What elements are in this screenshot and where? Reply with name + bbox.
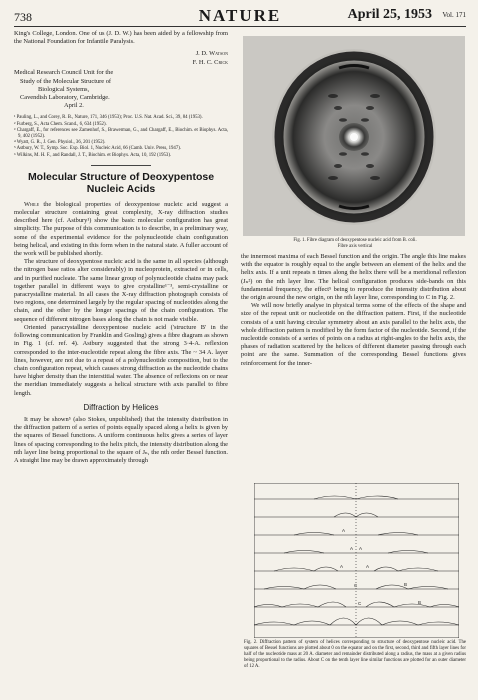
affiliation-line: Biological Systems, xyxy=(38,85,90,93)
lead-word: While xyxy=(24,200,40,208)
section-heading: Diffraction by Helices xyxy=(83,402,159,412)
left-column xyxy=(14,30,228,465)
author-crick: F. H. C. Crick xyxy=(192,58,228,66)
curve-label: B xyxy=(404,582,408,587)
references xyxy=(14,115,228,158)
issue-date: April 25, 1953 xyxy=(347,7,432,22)
paragraph-2: The structure of deoxypentose nucleic acid is the same in all species (although the nitrogen base ratios alter considerably) in nucleoprotein, extracted or in cells, and in purified nucleate. The same linear group of polynucleotide chains may pack together parallel in different ways to give crystalline¹⁻³, semi-crystalline or paracrystalline material. In all cases the X-ray diffraction photograph consists of two regions, one determined largely by the regular spacing of nucleotides along the chain, and the other by the longer spacings of the chain configuration. The sequence of different nitrogen bases along the chain is not made visible. xyxy=(14,258,228,323)
title-line: Molecular Structure of Deoxypentose xyxy=(27,170,215,183)
journal-name: NATURE xyxy=(198,6,282,25)
curve-label: C xyxy=(358,601,362,606)
reference-item: ⁶ Wilkins, M. H. F., and Randall, J. T., Biochim. et Biophys. Acta, 10, 192 (1953). xyxy=(14,152,172,158)
section-divider xyxy=(91,165,151,166)
affiliation-line: Medical Research Council Unit for the xyxy=(14,69,114,77)
header-rule xyxy=(14,26,466,27)
curve-label: B xyxy=(418,600,422,605)
affiliation xyxy=(14,69,228,110)
reference-item: ² Furberg, S., Acta Chem. Scand., 6, 634 (1952). xyxy=(14,121,107,127)
caption-line: Fig. 1. Fibre diagram of deoxypentose nucleic acid from B. coli. xyxy=(293,238,417,243)
paragraph-3: Oriented paracrystalline deoxypentose nucleic acid ('structure B' in the following communication by Franklin and Gosling) gives a fibre diagram as shown in Fig. 1 (cf. ref. 4). Astbury suggested that the strong 3·4-A. reflexion corresponded to the inter-nucleotide repeat along the fibre axis. The ~ 34 A. layer lines, however, are not due to a repeat of a polynucleotide composition, but to the chain configuration repeat, which causes strong diffraction as the nucleotide chains have higher density than the interstitial water. The absence of reflexions on or near the meridian immediately suggests a helical structure with axis parallel to fibre length. xyxy=(14,323,228,397)
figure-1-caption xyxy=(250,238,460,250)
paragraph-4: It may be shown⁵ (also Stokes, unpublished) that the intensity distribution in the diffraction pattern of a series of points equally spaced along a helix is given by the squares of Bessel functions. A uniform continuous helix gives a series of layer lines of spacing corresponding to the helix pitch, the intensity distribution along the nth layer line being proportional to the square of Jₙ, the nth order Bessel function. A straight line may be drawn approximately through xyxy=(14,415,228,464)
curve-label: A xyxy=(342,528,346,533)
volume-number: Vol. 171 xyxy=(442,11,466,19)
author-watson: J. D. Watson xyxy=(195,50,228,58)
page-header xyxy=(14,6,466,26)
signatures xyxy=(14,50,228,67)
affiliation-line: Cavendish Laboratory, Cambridge. xyxy=(20,94,110,102)
curve-label: A xyxy=(340,564,344,569)
paragraph-5: the innermost maxima of each Bessel function and the origin. The angle this line makes with the equator is roughly equal to the angle between an element of the helix and the helix axis. If a unit repeats n times along the helix there will be a meridional reflexion (Jₙ²) on the nth layer line. The helical configuration produces side-bands on this fundamental frequency, the effect⁵ being to reproduce the intensity distribution about the origin around the new origin, on the nth layer line, corresponding to C in Fig. 2. xyxy=(241,253,466,302)
title-line: Nucleic Acids xyxy=(86,182,156,195)
affiliation-date: April 2. xyxy=(64,102,84,110)
diffraction-photo-graphic xyxy=(243,36,465,236)
reference-item: ³ Chargaff, E., for references see Zamenhof, S., Brawerman, G., and Chargaff, E., Biochim. et Biophys. Acta, 9, 402 (1952). xyxy=(14,127,228,140)
reference-item: ¹ Pauling, L., and Corey, R. B., Nature, 171, 346 (1953); Proc. U.S. Nat. Acad. Sci., 39, 84 (1953). xyxy=(14,115,203,121)
curve-label: A xyxy=(359,546,363,551)
acknowledgement: King's College, London. One of us (J. D. W.) has been aided by a fellowship from the National Foundation for Infantile Paralysis. xyxy=(14,30,228,46)
figure-1-photograph xyxy=(243,36,465,236)
caption-line: Fibre axis vertical xyxy=(337,244,373,249)
paragraph-1 xyxy=(14,201,228,258)
curve-label: C xyxy=(354,583,358,588)
figure-2-caption: Fig. 2. Diffraction pattern of system of helices corresponding to structure of deoxypentose nucleic acid. The squares of Bessel functions are plotted about 0 on the equator and on the first, second, third and fifth layer lines for half of the nucleotide mass at 20 A. diameter and remainder distributed along a radius, the mass at a given radius being proportional to the radius. About C on the tenth layer line similar functions are plotted for an outer diameter of 12 A. xyxy=(244,640,466,669)
reference-item: ⁴ Wyatt, G. R., J. Gen. Physiol., 36, 201 (1952). xyxy=(14,140,106,146)
curve-label: A xyxy=(350,546,354,551)
affiliation-line: Study of the Molecular Structure of xyxy=(20,77,112,85)
paragraph-text: the biological properties of deoxypentose nucleic acid suggest a molecular structure containing great complexity, X-ray diffraction studies described here (cf. Astbury¹) show the basic molecular configuration has great simplicity. The purpose of this communication is to describe, in a preliminary way, some of the experimental evidence for the polynucleotide chain configuration being helical, and existing in this form when in the natural state. A fuller account of the work will be published shortly. xyxy=(14,200,228,258)
figure-2-diagram xyxy=(254,483,459,638)
figure-2-frame xyxy=(254,483,459,638)
curve-label: A xyxy=(366,564,370,569)
right-column xyxy=(241,253,466,368)
page-number: 738 xyxy=(14,10,32,24)
reference-item: ⁵ Astbury, W. T., Symp. Soc. Exp. Biol. 1, Nucleic Acid, 66 (Camb. Univ. Press, 1947). xyxy=(14,146,182,152)
article-title xyxy=(14,171,228,195)
paragraph-6: We will now briefly analyse in physical terms some of the effects of the shape and size of the repeat unit or nucleotide on the diffraction pattern. First, if the nucleotide consists of a unit having circular symmetry about an axis parallel to the helix axis, the whole diffraction pattern is modified by the form factor of the nucleotide. Second, if the nucleotide consists of a series of points on a radius at right-angles to the helix axis, the phases of radiation scattered by the helices of different diameter passing through each point are the same. Summation of the corresponding Bessel functions gives reinforcement for the inner- xyxy=(241,302,466,367)
